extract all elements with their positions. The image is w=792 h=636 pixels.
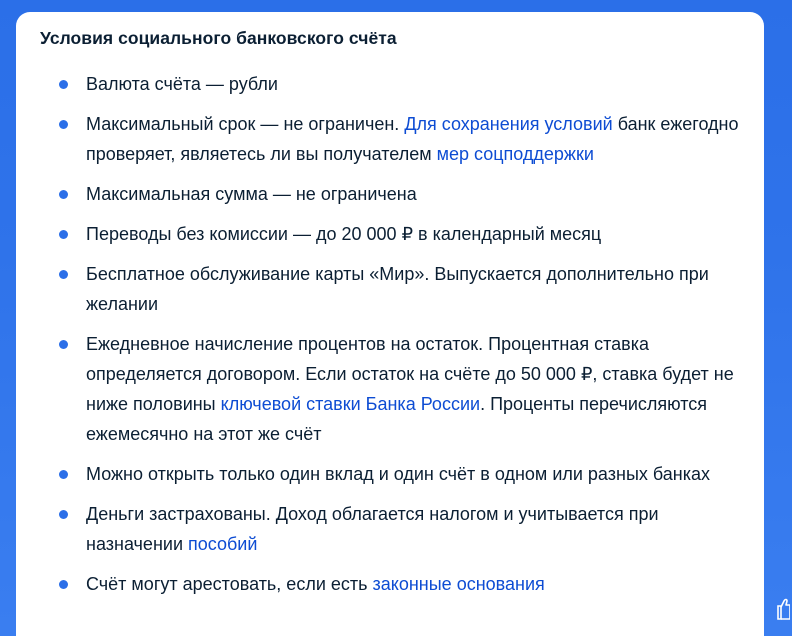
thumbs-up-icon[interactable] [776,592,790,622]
conditions-keeping-link[interactable]: Для сохранения условий [404,114,613,134]
bullet-icon [59,120,68,129]
list-item-text: Ежедневное начисление процентов на остаток. Процентная ставка определяется договором. Если остаток на счёте до 50 000 ₽, ставка будет не ниже половины [86,334,734,414]
bullet-icon [59,270,68,279]
list-item-text: Максимальная сумма — не ограничена [86,184,417,204]
bullet-icon [59,580,68,589]
bullet-icon [59,340,68,349]
conditions-card [16,12,764,636]
card-title: Условия социального банковского счёта [40,28,397,48]
benefits-link[interactable]: пособий [188,534,258,554]
thumbs-up-icon-svg [776,592,790,622]
list-item-text: . Проценты перечисляются ежемесячно на этот же счёт [86,394,708,444]
bullet-icon [59,510,68,519]
bullet-icon [59,230,68,239]
list-item-text: банк ежегодно проверяет, являетесь ли вы получателем [86,114,739,164]
list-item-text: Бесплатное обслуживание карты «Мир». Выпускается дополнительно при желании [86,264,709,314]
list-item-term [40,109,742,169]
list-item-text: Валюта счёта — рубли [86,74,278,94]
conditions-list [40,69,742,599]
list-item-text: Счёт могут арестовать, если есть [86,574,373,594]
list-item-arrest [40,569,742,599]
bullet-icon [59,190,68,199]
legal-grounds-link[interactable]: законные основания [372,574,545,594]
list-item-transfers [40,219,742,249]
list-item-one-deposit [40,459,742,489]
list-item-text: Максимальный срок — не ограничен. [86,114,405,134]
bullet-icon [59,80,68,89]
list-item-text: Можно открыть только один вклад и один счёт в одном или разных банках [86,464,711,484]
list-item-text: Деньги застрахованы. Доход облагается налогом и учитывается при назначении [86,504,659,554]
social-support-link[interactable]: мер соцподдержки [436,144,594,164]
list-item-interest [40,329,742,449]
list-item-card-service [40,259,742,319]
key-rate-link[interactable]: ключевой ставки Банка России [220,394,481,414]
list-item-insurance [40,499,742,559]
bullet-icon [59,470,68,479]
list-item-text: Переводы без комиссии — до 20 000 ₽ в календарный месяц [86,224,602,244]
list-item-max-amount [40,179,742,209]
list-item-currency [40,69,742,99]
